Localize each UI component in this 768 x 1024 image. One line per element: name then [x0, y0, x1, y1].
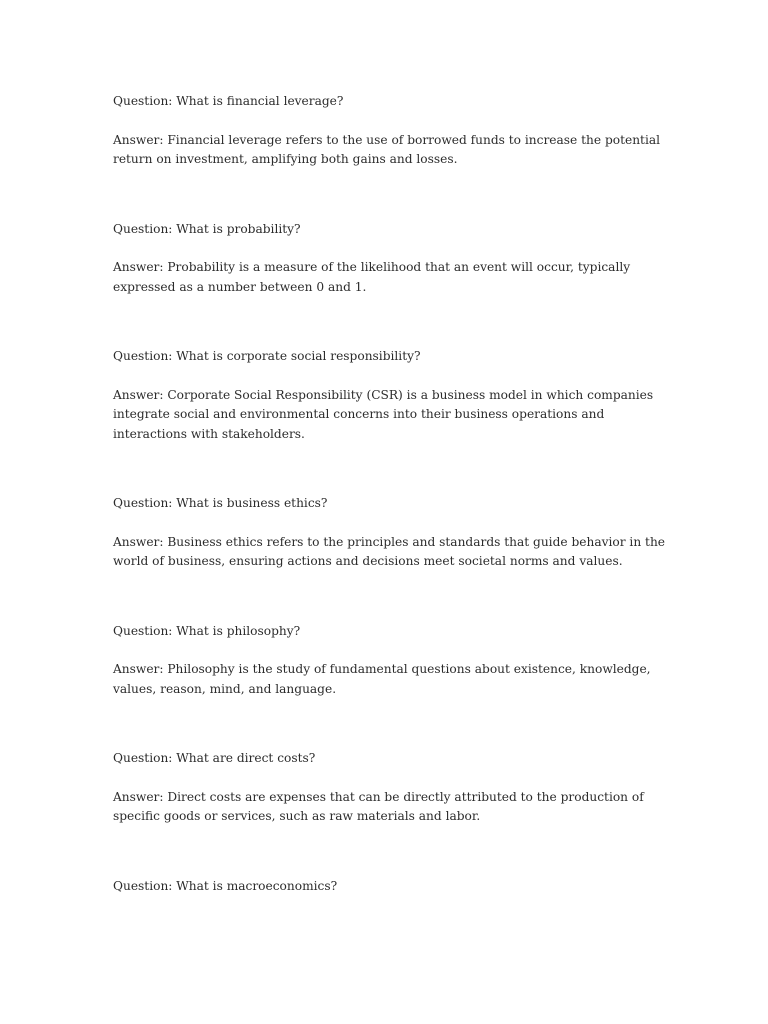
question-text: Question: What is business ethics?: [113, 496, 328, 510]
question-text: Question: What is philosophy?: [113, 623, 301, 638]
answer-text: Answer: Probability is a measure of the likelihood that an event will occur, typically expressed as a number between 0 and 1.: [113, 260, 631, 294]
question-text: Question: What is corporate social responsibility?: [113, 349, 421, 363]
qa-item-business-ethics: [113, 494, 673, 572]
answer-text: Answer: Business ethics refers to the principles and standards that guide behavior in the world of business, ensuring actions and decisions meet societal norms and values.: [113, 534, 666, 568]
question-text: Question: What is macroeconomics?: [113, 878, 338, 893]
answer-text: Answer: Direct costs are expenses that can be directly attributed to the production of specific goods or services, such as raw materials and labor.: [113, 789, 644, 823]
qa-item-probability: [113, 220, 673, 298]
qa-item-direct-costs: [113, 749, 673, 827]
question-text: Question: What is probability?: [113, 221, 301, 236]
answer-text: Answer: Financial leverage refers to the use of borrowed funds to increase the potential return on investment, amplifying both gains and losses.: [113, 132, 661, 166]
qa-content: [113, 92, 673, 896]
question-text: Question: What are direct costs?: [113, 751, 316, 765]
qa-item-philosophy: [113, 622, 673, 700]
answer-text: Answer: Corporate Social Responsibility (CSR) is a business model in which companies integrate social and environmental concerns into their business operations and interactions with stakeholders.: [113, 387, 654, 441]
question-text: Question: What is financial leverage?: [113, 94, 344, 108]
qa-item-financial-leverage: [113, 92, 673, 170]
answer-text: Answer: Philosophy is the study of fundamental questions about existence, knowledge, values, reason, mind, and language.: [113, 662, 651, 696]
qa-item-macroeconomics: [113, 877, 673, 897]
qa-item-corporate-social-responsibility: [113, 347, 673, 444]
